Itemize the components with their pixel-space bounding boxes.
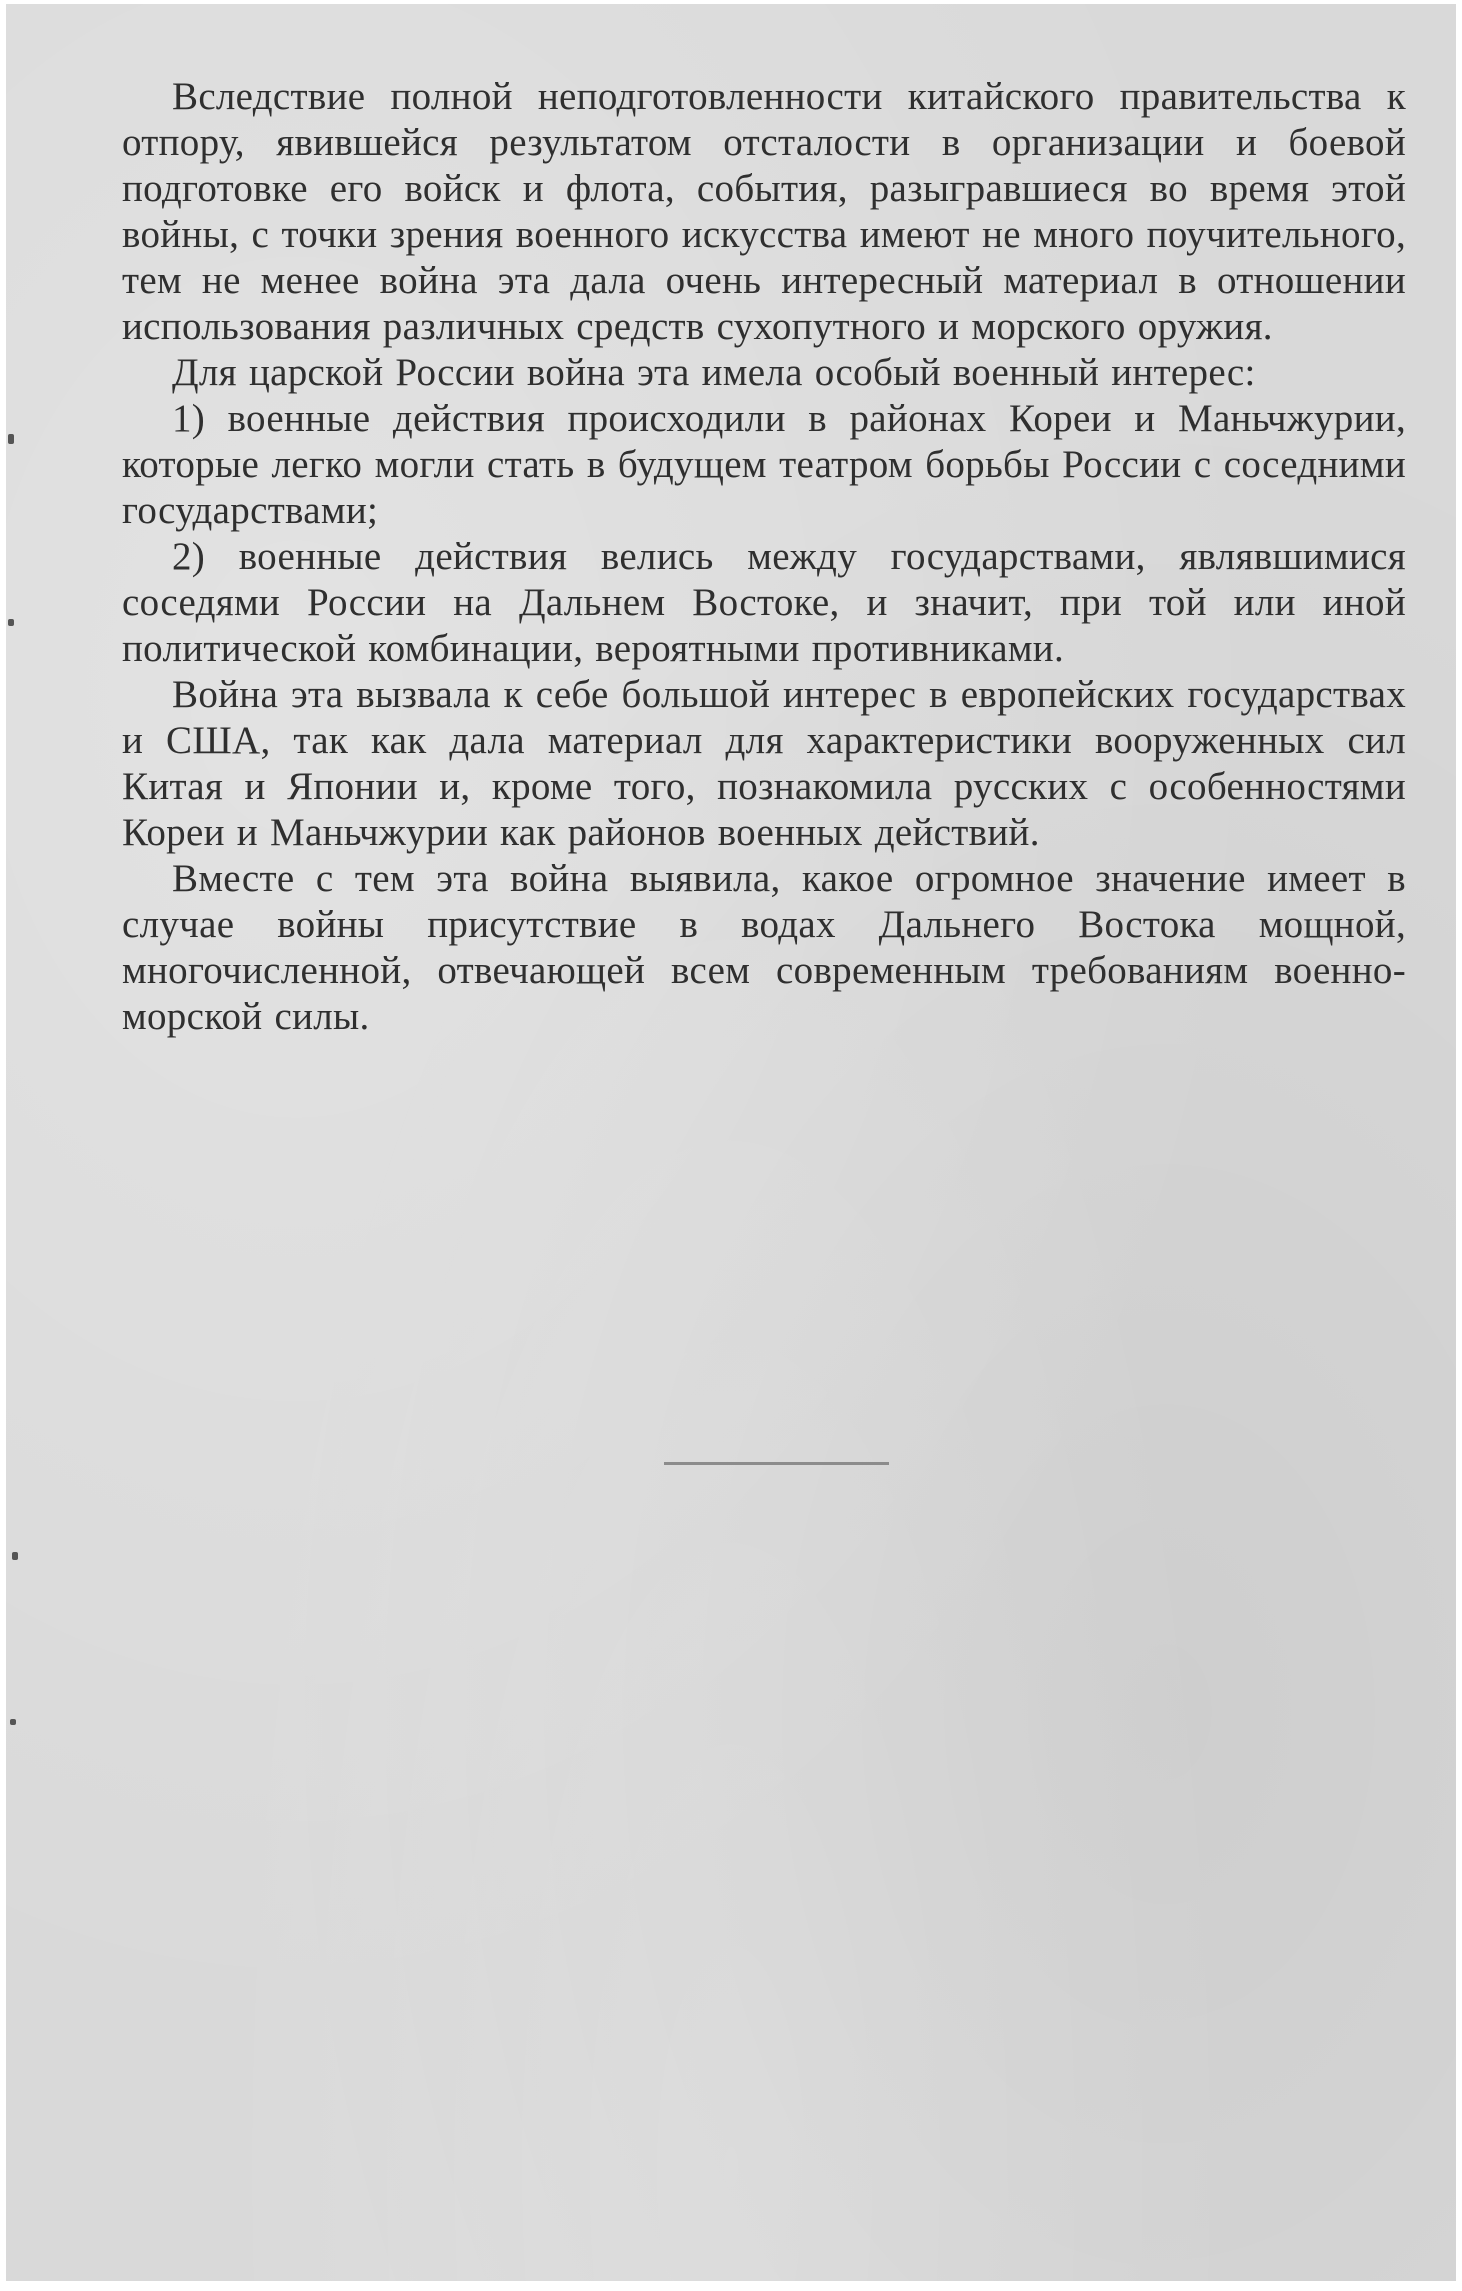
document-body [122,74,1406,1040]
paragraph-4: 2) военные действия велись между государствами, являвшимися соседями России на Дальнем Востоке, и значит, при той или иной политической комбинации, вероятными противниками. [122,535,1406,670]
paragraph-5: Война эта вызвала к себе большой интерес в европейских государствах и США, так как дала материал для характеристики вооруженных сил Китая и Японии и, кроме того, познакомила русских с особенностями Кореи и Маньчжурии как районов военных действий. [122,673,1406,854]
paragraph-2: Для царской России война эта имела особый военный интерес: [172,351,1256,394]
margin-speck [8,619,14,626]
margin-speck [8,434,14,444]
paragraph-3: 1) военные действия происходили в районах Кореи и Маньчжурии, которые легко могли стать в будущем театром борьбы России с соседними государствами; [122,397,1406,532]
section-separator [664,1462,889,1465]
margin-speck [12,1552,18,1560]
document-page [6,4,1456,2281]
paragraph-6: Вместе с тем эта война выявила, какое огромное значение имеет в случае войны присутствие в водах Дальнего Востока мощной, многочисленной, отвечающей всем современным требованиям военно-морской силы. [122,857,1406,1038]
paragraph-1: Вследствие полной неподготовленности китайского правительства к отпору, явившейся результатом отсталости в организации и боевой подготовке его войск и флота, события, разыгравшиеся во время этой войны, с точки зрения военного искусства имеют не много поучительного, тем не менее война эта дала очень интересный материал в отношении использования различных средств сухопутного и морского оружия. [122,75,1406,348]
margin-speck [10,1719,16,1725]
